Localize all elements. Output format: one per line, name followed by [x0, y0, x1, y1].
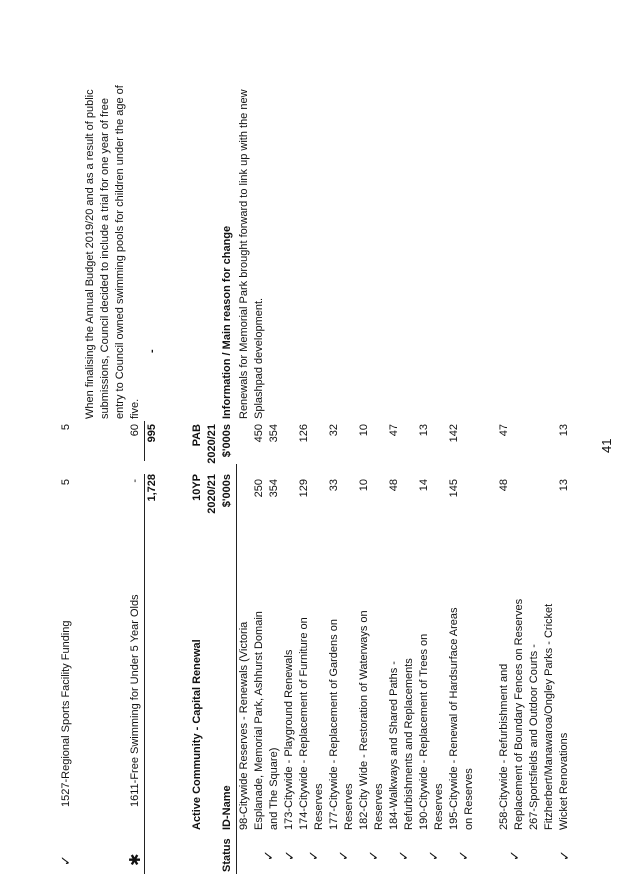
total-rule: [144, 474, 145, 874]
value-10yp: 10: [358, 479, 370, 492]
value-10yp: -: [129, 479, 141, 483]
id-name: 190-Citywide - Replacement of Trees on: [418, 633, 430, 830]
header-10yp-year: 2020/21: [206, 474, 218, 514]
id-name: 267-Sportsfields and Outdoor Courts -: [528, 644, 540, 830]
header-pab: PAB: [191, 424, 203, 447]
tick-icon: ✓: [58, 855, 73, 866]
value-10yp: 33: [328, 479, 340, 492]
value-10yp: 129: [298, 479, 310, 498]
tick-icon: ✓: [282, 850, 297, 861]
id-name: Wicket Renovations: [558, 732, 570, 830]
tick-icon: ✓: [306, 850, 321, 861]
value-10yp: 354: [268, 479, 280, 498]
id-name: 177-Citywide - Replacement of Gardens on: [328, 619, 340, 830]
reason-line: submissions, Council decided to include a trial for one year of free: [99, 97, 111, 419]
value-10yp: 48: [388, 479, 400, 492]
reason-line: Splashpad development.: [253, 297, 265, 419]
id-name: 182-City Wide - Restoration of Waterways on: [358, 610, 370, 830]
id-name: Reserves: [343, 783, 355, 830]
value-pab: 450: [253, 424, 265, 443]
id-name: Reserves: [373, 783, 385, 830]
value-10yp: 14: [418, 479, 430, 492]
value-pab: 126: [298, 424, 310, 443]
value-10yp: 250: [253, 479, 265, 498]
id-name: 184-Walkways and Shared Paths -: [388, 661, 400, 830]
id-name: 173-Citywide - Playground Renewals: [283, 649, 295, 830]
value-pab: 32: [328, 424, 340, 437]
id-name: 1611-Free Swimming for Under 5 Year Olds: [129, 594, 141, 807]
value-10yp: 13: [558, 479, 570, 492]
reason-line: Renewals for Memorial Park brought forward to link up with the new: [238, 89, 250, 419]
header-10yp-unit: $'000s: [221, 474, 233, 508]
id-name: Fitzherbert/Manawaroa/Ongley Parks - Cricket: [543, 603, 555, 830]
value-pab: 13: [418, 424, 430, 437]
value-pab: 354: [268, 424, 280, 443]
tick-icon: ✓: [507, 850, 522, 861]
value-10yp: 145: [448, 479, 460, 498]
header-rule: [236, 464, 237, 874]
value-pab: 13: [558, 424, 570, 437]
header-10yp: 10YP: [191, 474, 203, 501]
value-pab: 60: [129, 424, 141, 437]
page-number: 41: [599, 438, 614, 453]
id-name: Refurbishments and Replacements: [403, 658, 415, 830]
header-reason: Information / Main reason for change: [221, 225, 233, 419]
value-pab: 142: [448, 424, 460, 443]
header-id-name: ID-Name: [221, 785, 233, 830]
id-name: 258-Citywide - Refurbishment and: [498, 663, 510, 830]
id-name: 1527-Regional Sports Facility Funding: [60, 620, 72, 807]
header-pab-unit: $'000s: [221, 424, 233, 458]
header-pab-year: 2020/21: [206, 424, 218, 464]
value-pab: 5: [60, 424, 72, 431]
reason-line: entry to Council owned swimming pools for children under the age of: [114, 85, 126, 419]
value-pab: 47: [498, 424, 510, 437]
header-status: Status: [221, 838, 233, 872]
tick-icon: ✓: [261, 850, 276, 861]
total-rule: [144, 421, 145, 461]
reason-line: When finalising the Annual Budget 2019/20 and as a result of public: [84, 89, 96, 419]
id-name: 98-Citywide Reserves - Renewals (Victoria: [238, 621, 250, 830]
value-pab: 10: [358, 424, 370, 437]
value-10yp: 48: [498, 479, 510, 492]
id-name: 174-Citywide - Replacement of Furniture on: [298, 617, 310, 830]
tick-icon: ✓: [396, 850, 411, 861]
new-item-asterisk-icon: ✱: [127, 853, 144, 866]
tick-icon: ✓: [456, 850, 471, 861]
id-name: Reserves: [313, 783, 325, 830]
section-title: Active Community - Capital Renewal: [191, 639, 203, 830]
tick-icon: ✓: [426, 850, 441, 861]
tick-icon: ✓: [557, 850, 572, 861]
id-name: and The Square): [268, 747, 280, 830]
tick-icon: ✓: [366, 850, 381, 861]
id-name: Reserves: [433, 783, 445, 830]
id-name: on Reserves: [463, 768, 475, 830]
value-pab: 47: [388, 424, 400, 437]
total-10yp: 1,728: [146, 474, 158, 502]
reason-line: five.: [129, 398, 141, 419]
value-10yp: 5: [60, 479, 72, 486]
id-name: Esplanade, Memorial Park, Ashhurst Domain: [253, 611, 265, 830]
id-name: Replacement of Boundary Fences on Reserves: [513, 598, 525, 830]
total-dash: -: [146, 349, 158, 353]
tick-icon: ✓: [336, 850, 351, 861]
total-pab: 995: [146, 424, 158, 443]
id-name: 195-Citywide - Renewal of Hardsurface Areas: [448, 607, 460, 830]
